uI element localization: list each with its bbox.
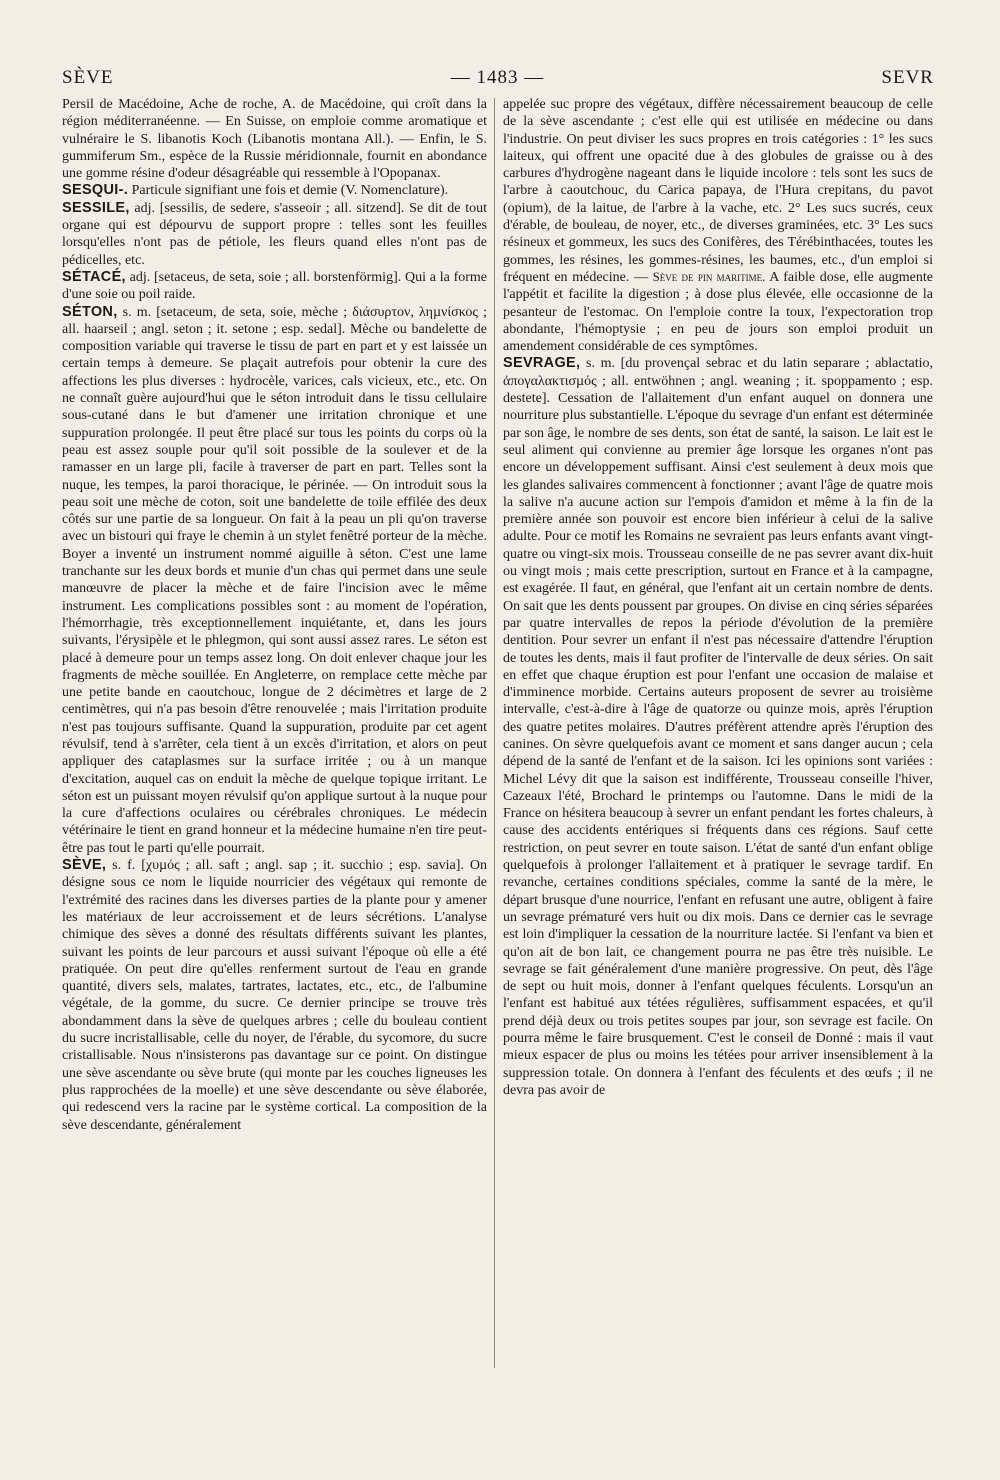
entry-seve-continuation	[503, 96, 933, 355]
entry-text: adj. [setaceus, de seta, soie ; all. borstenförmig]. Qui a la forme d'une soie ou poil raide.	[62, 269, 487, 303]
header-right-word: SEVR	[881, 67, 934, 88]
headword-seve: SÈVE,	[62, 857, 107, 874]
right-column	[503, 96, 933, 1426]
headword-seton: SÉTON,	[62, 303, 118, 320]
header-left-word: SÈVE	[62, 67, 114, 88]
entry-seve	[62, 857, 487, 1134]
entry-seton	[62, 304, 487, 858]
entry-text: adj. [sessilis, de sedere, s'asseoir ; all. sitzend]. Se dit de tout organe qui est dépourvu de support propre : telles sont les feuilles lorsqu'elles n'ont pas de pétiole, les fleurs quand elles n'ont pas de pédicelles, etc.	[62, 200, 487, 268]
entry-text: A faible dose, elle augmente l'appétit et facilite la digestion ; à dose plus élevée, elle occasionne de la pesanteur de l'estomac. On l'emploie contre la toux, l'expectoration trop abondante, l'hémoptysie ; en peu de jours son emploi produit un amendement considérable de ces symptômes.	[503, 269, 933, 355]
entry-sessile	[62, 200, 487, 269]
entry-sesqui	[62, 182, 487, 199]
entry-text: Particule signifiant une fois et demie (V. Nomenclature).	[128, 183, 449, 199]
running-header	[62, 62, 934, 94]
column-divider	[494, 98, 495, 1368]
entry-text: s. m. [du provençal sebrac et du latin separare ; ablactatio, ἀπογαλακτισµός ; all. entwöhnen ; angl. weaning ; it. spoppamento ; esp. destete]. Cessation de l'allaitement d'un enfant auquel on donnera une nourriture plus substantielle. L'époque du sevrage d'un enfant est déterminée par son âge, le nombre de ses dents, son état de santé, la saison. Le lait est le seul aliment qui convienne au premier âge lorsque les organes n'ont pas encore un développement suffisant. Ainsi c'est seulement à deux mois que les glandes salivaires commencent à fonctionner ; avant l'âge de quatre mois la salive n'a aucune action sur l'empois d'amidon et même à la fin de la première année son pouvoir est encore bien inférieur à celui de la salive adulte. Pour ce motif les Romains ne sevraient pas leurs enfants avant vingt-quatre ou vingt-six mois. Trousseau conseille de ne pas sevrer avant dix-huit ou vingt mois ; mais cette prescription, surtout en France et à la campagne, est exagérée. Il faut, en général, que l'enfant ait un certain nombre de dents. On sait que les dents poussent par groupes. On divise en cinq séries séparées par quatre intervalles de repos la période d'évolution de la première dentition. Pour sevrer un enfant il n'est pas nécessaire d'attendre l'éruption de toutes les dents, mais il faut profiter de l'intervalle de deux séries. On sait en effet que chaque éruption est pour l'enfant une occasion de malaise et d'imminence morbide. Certains auteurs proposent de sevrer au troisième intervalle, c'est-à-dire à l'âge de quatorze ou quinze mois, après l'éruption des quatre petites molaires. D'autres préfèrent attendre après l'éruption des canines. On sèvre quelquefois avant ce moment et sans danger aucun ; cela dépend de la santé de l'enfant et de la saison. Ici les opinions sont variées : Michel Lévy dit que la saison est indifférente, Trousseau conseille l'hiver, Cazeaux l'été, Brochard le printemps ou l'automne. Dans le midi de la France on hésitera beaucoup à sevrer un enfant pendant les fortes chaleurs, à cause des accidents entériques si fréquents dans ces régions. Sauf cette restriction, on peut sevrer en toute saison. L'état de santé d'un enfant oblige quelquefois à prolonger l'allaitement et à pratiquer le sevrage tardif. En revanche, certaines conditions spéciales, comme la santé de la mère, le départ brusque d'une nourrice, l'enfant en refusant une autre, obligent à faire un sevrage prématuré vers huit ou dix mois. Dans ce dernier cas le sevrage est loin d'impliquer la cessation de la nourriture lactée. Si l'enfant va bien et qu'on ait de bon lait, ce changement pourra ne pas être très nuisible. Le sevrage se fait généralement d'une manière progressive. On peut, dès l'âge de sept ou huit mois, donner à l'enfant quelques féculents. Lorsqu'un an l'enfant est habitué aux tétées régulières, suffisamment espacées, et qu'il prend déjà deux ou trois petites soupes par jour, son sevrage est facile. On pourra même le faire brusquement. C'est le conseil de Donné : mais il vaut mieux espacer de plus ou moins les tétées pour arriver insensiblement à la suppression totale. On donnera à l'enfant des féculents et des œufs ; il ne devra pas avoir de	[503, 356, 933, 1098]
headword-sesqui: SESQUI-.	[62, 182, 129, 199]
entry-text: s. m. [setaceum, de seta, soie, mèche ; διάσυρτον, ληµνίσκος ; all. haarseil ; angl. seton ; it. setone ; esp. sedal]. Mèche ou bandelette de composition variable qui traverse le tissu de part en part et y est laissée un certain temps à demeure. Se plaçait autrefois pour obtenir la cure des affections les plus diverses : hydrocèle, varices, cals vicieux, etc., etc. On ne connaît guère aujourd'hui que le séton introduit dans le tissu cellulaire sous-cutané dans le but d'amener une irritation chronique et une suppuration prolongée. Il peut être placé sur tous les points du corps où la peau est assez souple pour qu'il soit possible de la soulever et de la ramasser en un large pli, facile à traverser de part en part. Telles sont la nuque, les tempes, la paroi thoracique, le périnée. — On introduit sous la peau soit une mèche de coton, soit une bandelette de toile effilée des deux côtés sur une partie de sa longueur. On fait à la peau un pli qu'on traverse avec un bistouri qui fraye le chemin à un stylet fenêtré porteur de la mèche. Boyer a inventé un instrument nommé aiguille à séton. C'est une lame tranchante sur les deux bords et munie d'un chas qui permet dans une seule manœuvre de placer la mèche et de faire l'incision avec le même instrument. Les complications possibles sont : au moment de l'opération, l'hémorrhagie, très exceptionnellement inquiétante, et, dans les jours suivants, l'érysipèle et le phlegmon, qui sont aussi assez rares. Le séton est placé à demeure pour un temps assez long. On doit enlever chaque jour les fragments de mèche souillée. En Angleterre, on remplace cette mèche par une petite bande en caoutchouc, longue de 2 décimètres et large de 2 centimètres, qui n'a pas besoin d'être renouvelée ; mais l'irritation produite n'est pas toujours suffisante. Quand la suppuration, produite par cet agent révulsif, tend à s'arrêter, cela tient à un excès d'irritation, et alors on peut appliquer des cataplasmes sur la surface irritée ; ou à un manque d'excitation, auquel cas on enduit la mèche de quelque topique irritant. Le séton est un puissant moyen révulsif qu'on applique surtout à la nuque pour la cure d'affections oculaires ou cérébrales chroniques. Le médecin vétérinaire le tient en grand honneur et la médecine humaine n'en tire peut-être pas tout le parti qu'elle pourrait.	[62, 304, 487, 856]
entry-persil-continuation	[62, 96, 487, 182]
left-column	[62, 96, 487, 1426]
entry-setace	[62, 269, 487, 304]
headword-sessile: SESSILE,	[62, 199, 130, 216]
headword-sevrage: SEVRAGE,	[503, 355, 581, 372]
headword-setace: SÉTACÉ,	[62, 268, 126, 285]
entry-text: s. f. [χυµός ; all. saft ; angl. sap ; it. succhio ; esp. savia]. On désigne sous ce nom le liquide nourricier des végétaux qui remonte de l'extrémité des racines dans les diverses parties de la plante pour y amener les matériaux de leur accroissement et de leurs sécrétions. L'analyse chimique des sèves a donné des résultats différents suivant les plantes, suivant les points de leur parcours et aussi suivant l'époque où elle a été pratiquée. On peut dire qu'elles renferment surtout de l'eau en grande quantité, divers sels, malates, tartrates, lactates, etc., etc., de l'albumine végétale, de la gomme, du sucre. Ce dernier principe se trouve très abondamment dans la sève de quelques arbres ; celle du bouleau contient du sucre incristallisable, celle du noyer, de l'érable, du sycomore, du sucre cristallisable. Nous n'insisterons pas davantage sur ce point. On distingue une sève ascendante ou sève brute (qui monte par les couches ligneuses les plus rapprochées de la moelle) et une sève descendante ou sève élaborée, qui redescend vers la racine par le système cortical. La composition de la sève descendante, généralement	[62, 858, 487, 1133]
entry-text: Persil de Macédoine, Ache de roche, A. de Macédoine, qui croît dans la région méditerranéenne. — En Suisse, on emploie comme aromatique et vulnéraire le S. libanotis Koch (Libanotis montana All.). — Enfin, le S. gummiferum Sm., espèce de la Russie méridionnale, fournit en abondance une gomme résine d'odeur désagréable qui ressemble à l'Opopanax.	[62, 97, 487, 182]
entry-sevrage	[503, 355, 933, 1099]
entry-text: appelée suc propre des végétaux, diffère nécessairement beaucoup de celle de la sève ascendante ; c'est elle qui est utilisée en médecine ou dans l'industrie. On peut diviser les sucs propres en trois catégories : 1° les sucs laiteux, qui offrent une opacité due à des globules de graisse ou à des carbures d'hydrogène nageant dans le liquide incolore : tels sont les sucs de l'arbre à caoutchouc, du Carica papaya, de l'Hura crepitans, du pavot (opium), de la laitue, de l'arbre à la vache, etc. 2° Les sucs sucrés, ceux d'érable, de bouleau, de noyer, etc., de diverses graminées, etc. 3° Les sucs résineux et gommeux, les sucs des Conifères, des Térébinthacées, toutes les gommes, les résines, les gommes-résines, les baumes, etc., d'un emploi si fréquent en médecine. —	[503, 97, 933, 285]
subentry-label-pin-maritime: Sève de pin maritime.	[652, 269, 766, 284]
page-number: — 1483 —	[450, 67, 545, 88]
